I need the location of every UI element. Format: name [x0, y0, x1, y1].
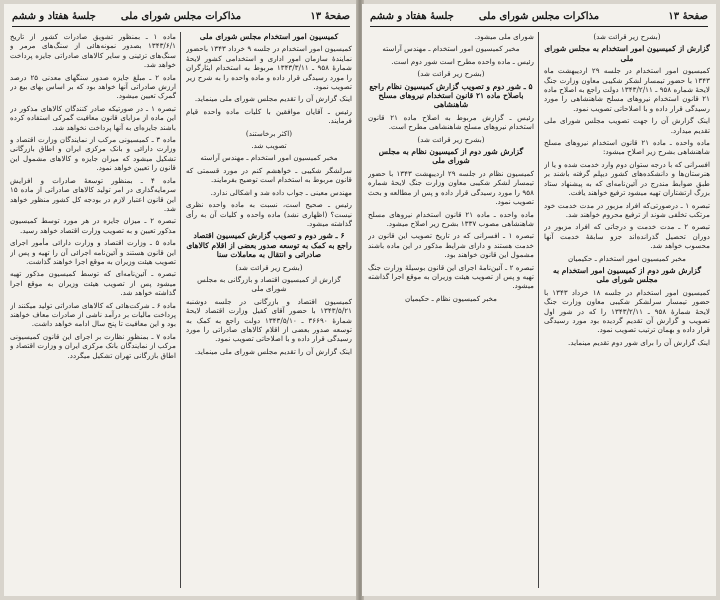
paragraph: رئیس ـ صحیح است، نسبت به ماده واحده نظری نیست؟ (اظهاری نشد) ماده واحده و کلیات آن به رأی گذاشته میشود.: [186, 200, 352, 228]
paragraph: گزارش از کمیسیون اقتصاد و بازرگانی به مجلس شورای ملی: [197, 274, 341, 294]
column-divider: [180, 32, 181, 588]
paragraph: اینک گزارش آن را تقدیم مجلس شورای ملی مینماید.: [194, 346, 352, 356]
paragraph: تبصره ۱ ـ در صورتیکه صادر کنندگان کالاهای مذکور در این ماده از مزایای قانون معافیت گمرکی استفاده کرده باشند جایزه‌ای به آنها پرداخت نخواهد شد.: [10, 103, 176, 132]
paragraph: ماده واحده ـ ماده ۲۱ قانون استخدام نیروهای مسلح شاهنشاهی مصوب ۱۳۳۷ بشرح زیر اصلاح میشود.: [368, 209, 534, 228]
session-title: جلسهٔ هفتاد و ششم: [370, 11, 454, 22]
paragraph: کمیسیون امور استخدام در جلسه ۱۸ خرداد ۱۳۴۳ با حضور تیمسار سرلشکر شکیبی معاون وزارت جنگ لایحهٔ شمارهٔ ۹۵۸ ـ ۱۳۴۳/۲/۱۱ را که در شور اول تصویب و گزارش آن تقدیم گردیده بود مورد رسیدگی قرار داده و بهمان ترتیب تصویب نمود.: [544, 287, 710, 335]
paragraph: (بشرح زیر قرائت شد): [417, 69, 485, 79]
paragraph: ماده ۶ ـ شرکت‌هائی که کالاهای صادراتی تولید میکنند از پرداخت مالیات بر درآمد ناشی از صادرات معاف خواهند بود و این معافیت تا پنج سال ادامه خواهد داشت.: [10, 300, 176, 329]
paragraph: افسرانی که با درجه ستوان دوم وارد خدمت شده و یا از هنرستان‌ها و دانشکده‌های کشور دیپلم گرفته باشند بر طبق ضوابط مندرج در آئین‌نامه‌ای که به پیشنهاد ستاد بزرگ ارتشتاران تهیه میشود ترفیع خواهند یافت.: [544, 159, 710, 198]
paragraph: کمیسیون امور استخدام مجلس شورای ملی: [199, 32, 339, 41]
column-divider: [538, 32, 539, 588]
page-number: صفحهٔ ۱۳: [668, 11, 708, 22]
paragraph: رئیس ـ گزارش مربوط به اصلاح ماده ۲۱ قانون استخدام نیروهای مسلح شاهنشاهی مطرح است.: [368, 112, 534, 132]
paragraph: (بشرح زیر قرائت شد): [235, 262, 303, 272]
paragraph: اینک گزارش آن را جهت تصویب مجلس شورای ملی تقدیم میدارد.: [544, 116, 710, 135]
right-page-header: [370, 10, 708, 27]
paragraph: (بشرح زیر قرائت شد): [593, 32, 661, 41]
paragraph: گزارش شور دوم از کمیسیون نظام به مجلس شورای ملی: [378, 147, 524, 166]
paragraph: مخبر کمیسیون امور استخدام ـ حکیمیان: [568, 253, 686, 263]
paragraph: تبصره ۲ ـ میزان جایزه در هر مورد توسط کمیسیون مذکور تعیین و به تصویب وزارت اقتصاد خواهد رسید.: [10, 216, 176, 235]
paragraph: اینک گزارش آن را برای شور دوم تقدیم مینماید.: [568, 337, 710, 347]
right-page-left-column: [368, 32, 534, 590]
paragraph: (بشرح زیر قرائت شد): [417, 134, 485, 144]
paragraph: ماده ۳ ـ کمیسیونی مرکب از نمایندگان وزارت اقتصاد و وزارت دارائی و بانک مرکزی ایران و اطاق بازرگانی تشکیل میشود که میزان جایزه و کالاهای مشمول این قانون را تعیین خواهد نمود.: [10, 135, 176, 173]
paragraph: مهندس معینی ـ جواب داده شد و اشکالی ندارد.: [210, 187, 352, 197]
journal-title: مذاکرات مجلس شورای ملی: [120, 11, 242, 22]
paragraph: اینک گزارش آن را تقدیم مجلس شورای ملی مینماید.: [194, 94, 352, 104]
paragraph: گزارش شور دوم از کمیسیون امور استخدام به مجلس شورای ملی: [552, 265, 702, 285]
paragraph: ماده ۴ ـ بمنظور توسعهٔ صادرات و افزایش سرمایه‌گذاری در امر تولید کالاهای صادراتی از ماده ۱۵ این قانون اعتبار لازم در بودجه کل کشور منظور خواهد شد.: [10, 175, 176, 213]
paragraph: سرلشگر شکیبی ـ خواهشم کنم در مورد قسمتی که قانون مربوط به استخدام است توضیح بفرمایند.: [186, 165, 352, 185]
page-number: صفحهٔ ۱۳: [310, 11, 350, 22]
paragraph: تبصره ۱ ـ افسرانی که در تاریخ تصویب این قانون در خدمت هستند و دارای شرایط مذکور در این ماده باشند مشمول این قانون خواهند بود.: [368, 231, 534, 260]
paragraph: تبصره ۱ ـ درصورتی‌که افراد مزبور در مدت خدمت خود مرتکب تخلفی شوند از ترفیع محروم خواهند شد.: [544, 200, 710, 219]
left-page-header: [12, 10, 350, 27]
paragraph: مخبر کمیسیون امور استخدام ـ مهندس آراسته: [200, 153, 338, 163]
paragraph: شورای ملی میشود.: [474, 32, 534, 41]
paragraph: مخبر کمیسیون امور استخدام ـ مهندس آراسته: [382, 44, 520, 54]
left-page: [4, 4, 358, 596]
paragraph: کمیسیون امور استخدام در جلسه ۲۹ اردیبهشت ماه ۱۳۴۳ با حضور تیمسار لشکر شکیبی معاون وزارت جنگ لایحهٔ شماره ۹۵۸ ـ ۱۳۴۳/۲/۱۱ دولت راجع به اصلاح ماده ۲۱ قانون استخدام نیروهای مسلح شاهنشاهی را مورد رسیدگی قرار داده و با اصلاحاتی تصویب نمود.: [544, 66, 710, 113]
paragraph: تبصره ۲ ـ آئین‌نامهٔ اجرای این قانون بوسیلهٔ وزارت جنگ تهیه و پس از تصویب هیئت وزیران به موقع اجرا گذاشته میشود.: [368, 262, 534, 291]
paragraph: گزارش از کمیسیون امور استخدام به مجلس شورای ملی: [544, 44, 710, 63]
paragraph: کمیسیون اقتصاد و بازرگانی در جلسه دوشنبه ۱۳۴۳/۵/۲۱ با حضور آقای کفیل وزارت اقتصاد لایحهٔ شمارهٔ ۳۶۶۹۰ ـ ۱۳۴۳/۵/۱۰ دولت راجع به کمک به توسعه صدور بعضی از اقلام کالاهای صادراتی را مورد رسیدگی قرار داده و با اصلاحاتی تصویب نمود.: [186, 296, 352, 344]
paragraph: ماده واحده ـ ماده ۲۱ قانون استخدام نیروهای مسلح شاهنشاهی بشرح زیر اصلاح میشود:: [544, 138, 710, 157]
paragraph: ماده ۵ ـ وزارت اقتصاد و وزارت دارائی مأمور اجرای این قانون هستند و آئین‌نامه اجرائی آن را تهیه و پس از تصویب هیئت وزیران به موقع اجرا خواهند گذاشت.: [10, 238, 176, 266]
paragraph: کمیسیون امور استخدام در جلسه ۹ خرداد ۱۳۴۳ باحضور نمایندهٔ سازمان امور اداری و استخدامی کشور لایحهٔ شمارهٔ ۹۵۸ ـ ۱۳۴۳/۳/۱۱ مربوط به استخدام ایثارگران را مورد رسیدگی قرار داده و ماده واحده را به شرح زیر تصویب نمود.: [186, 44, 352, 92]
paragraph: مخبر کمیسیون نظام ـ حکیمیان: [404, 293, 498, 303]
right-page: [362, 4, 716, 596]
paragraph: تبصره ـ آئین‌نامه‌ای که توسط کمیسیون مذکور تهیه میشود پس از تصویب هیئت وزیران به موقع اجرا گذاشته خواهد شد.: [10, 269, 176, 298]
paragraph: رئیس ـ آقایان موافقین با کلیات ماده واحده قیام فرمایند.: [186, 106, 352, 126]
paragraph: ماده ۱ ـ بمنظور تشویق صادرات کشور از تاریخ ۱۳۴۳/۶/۱ بصدور نمونه‌هائی از سنگ‌های مرمر و سنگ‌های تزئینی و سایر کالاهای صادراتی جایزه پرداخت خواهد شد.: [10, 32, 176, 70]
section-heading: ۶ ـ شور دوم و تصویب گزارش کمیسیون اقتصاد راجع به کمک به توسعه صدور بعضی از اقلام کالاهای صادراتی و انتقال به معاملات سنا: [186, 231, 352, 260]
journal-title: مذاکرات مجلس شورای ملی: [478, 11, 600, 22]
right-page-right-column: [544, 32, 710, 590]
section-heading: ۵ ـ شور دوم و تصویب گزارش کمیسیون نظام راجع باصلاح ماده ۲۱ قانون استخدام نیروهای مسلح شاهنشاهی: [369, 81, 533, 110]
paragraph: (اکثر برخاستند): [245, 128, 293, 138]
left-page-right-column: [186, 32, 352, 590]
paragraph: ماده ۷ ـ بمنظور نظارت بر اجرای این قانون کمیسیونی مرکب از نمایندگان بانک مرکزی ایران و وزارت اقتصاد و اطاق بازرگانی تهران تشکیل میگردد.: [10, 331, 176, 360]
paragraph: ماده ۲ ـ مبلغ جایزه صدور سنگهای معدنی ۲۵ درصد ارزش صادراتی آنها خواهد بود که بر اساس بهای بیع در گمرک تعیین میشود.: [10, 72, 176, 101]
paragraph: کمیسیون نظام در جلسه ۲۹ اردیبهشت ۱۳۴۳ با حضور تیمسار لشکر شکیبی معاون وزارت جنگ لایحهٔ شماره ۹۵۸ را مورد رسیدگی قرار داده و پس از مطالعه و بحث تصویب نمود.: [368, 168, 534, 207]
paragraph: تصویب شد.: [251, 141, 287, 151]
left-page-left-column: [10, 32, 176, 590]
paragraph: تبصره ۲ ـ مدت خدمت و درجاتی که افراد مزبور در دوران تحصیل گذرانده‌اند جزو سابقهٔ خدمت آنها محسوب خواهد شد.: [544, 222, 710, 251]
paragraph: رئیس ـ ماده واحده مطرح است شور دوم است.: [391, 56, 534, 66]
session-title: جلسهٔ هفتاد و ششم: [12, 11, 96, 22]
